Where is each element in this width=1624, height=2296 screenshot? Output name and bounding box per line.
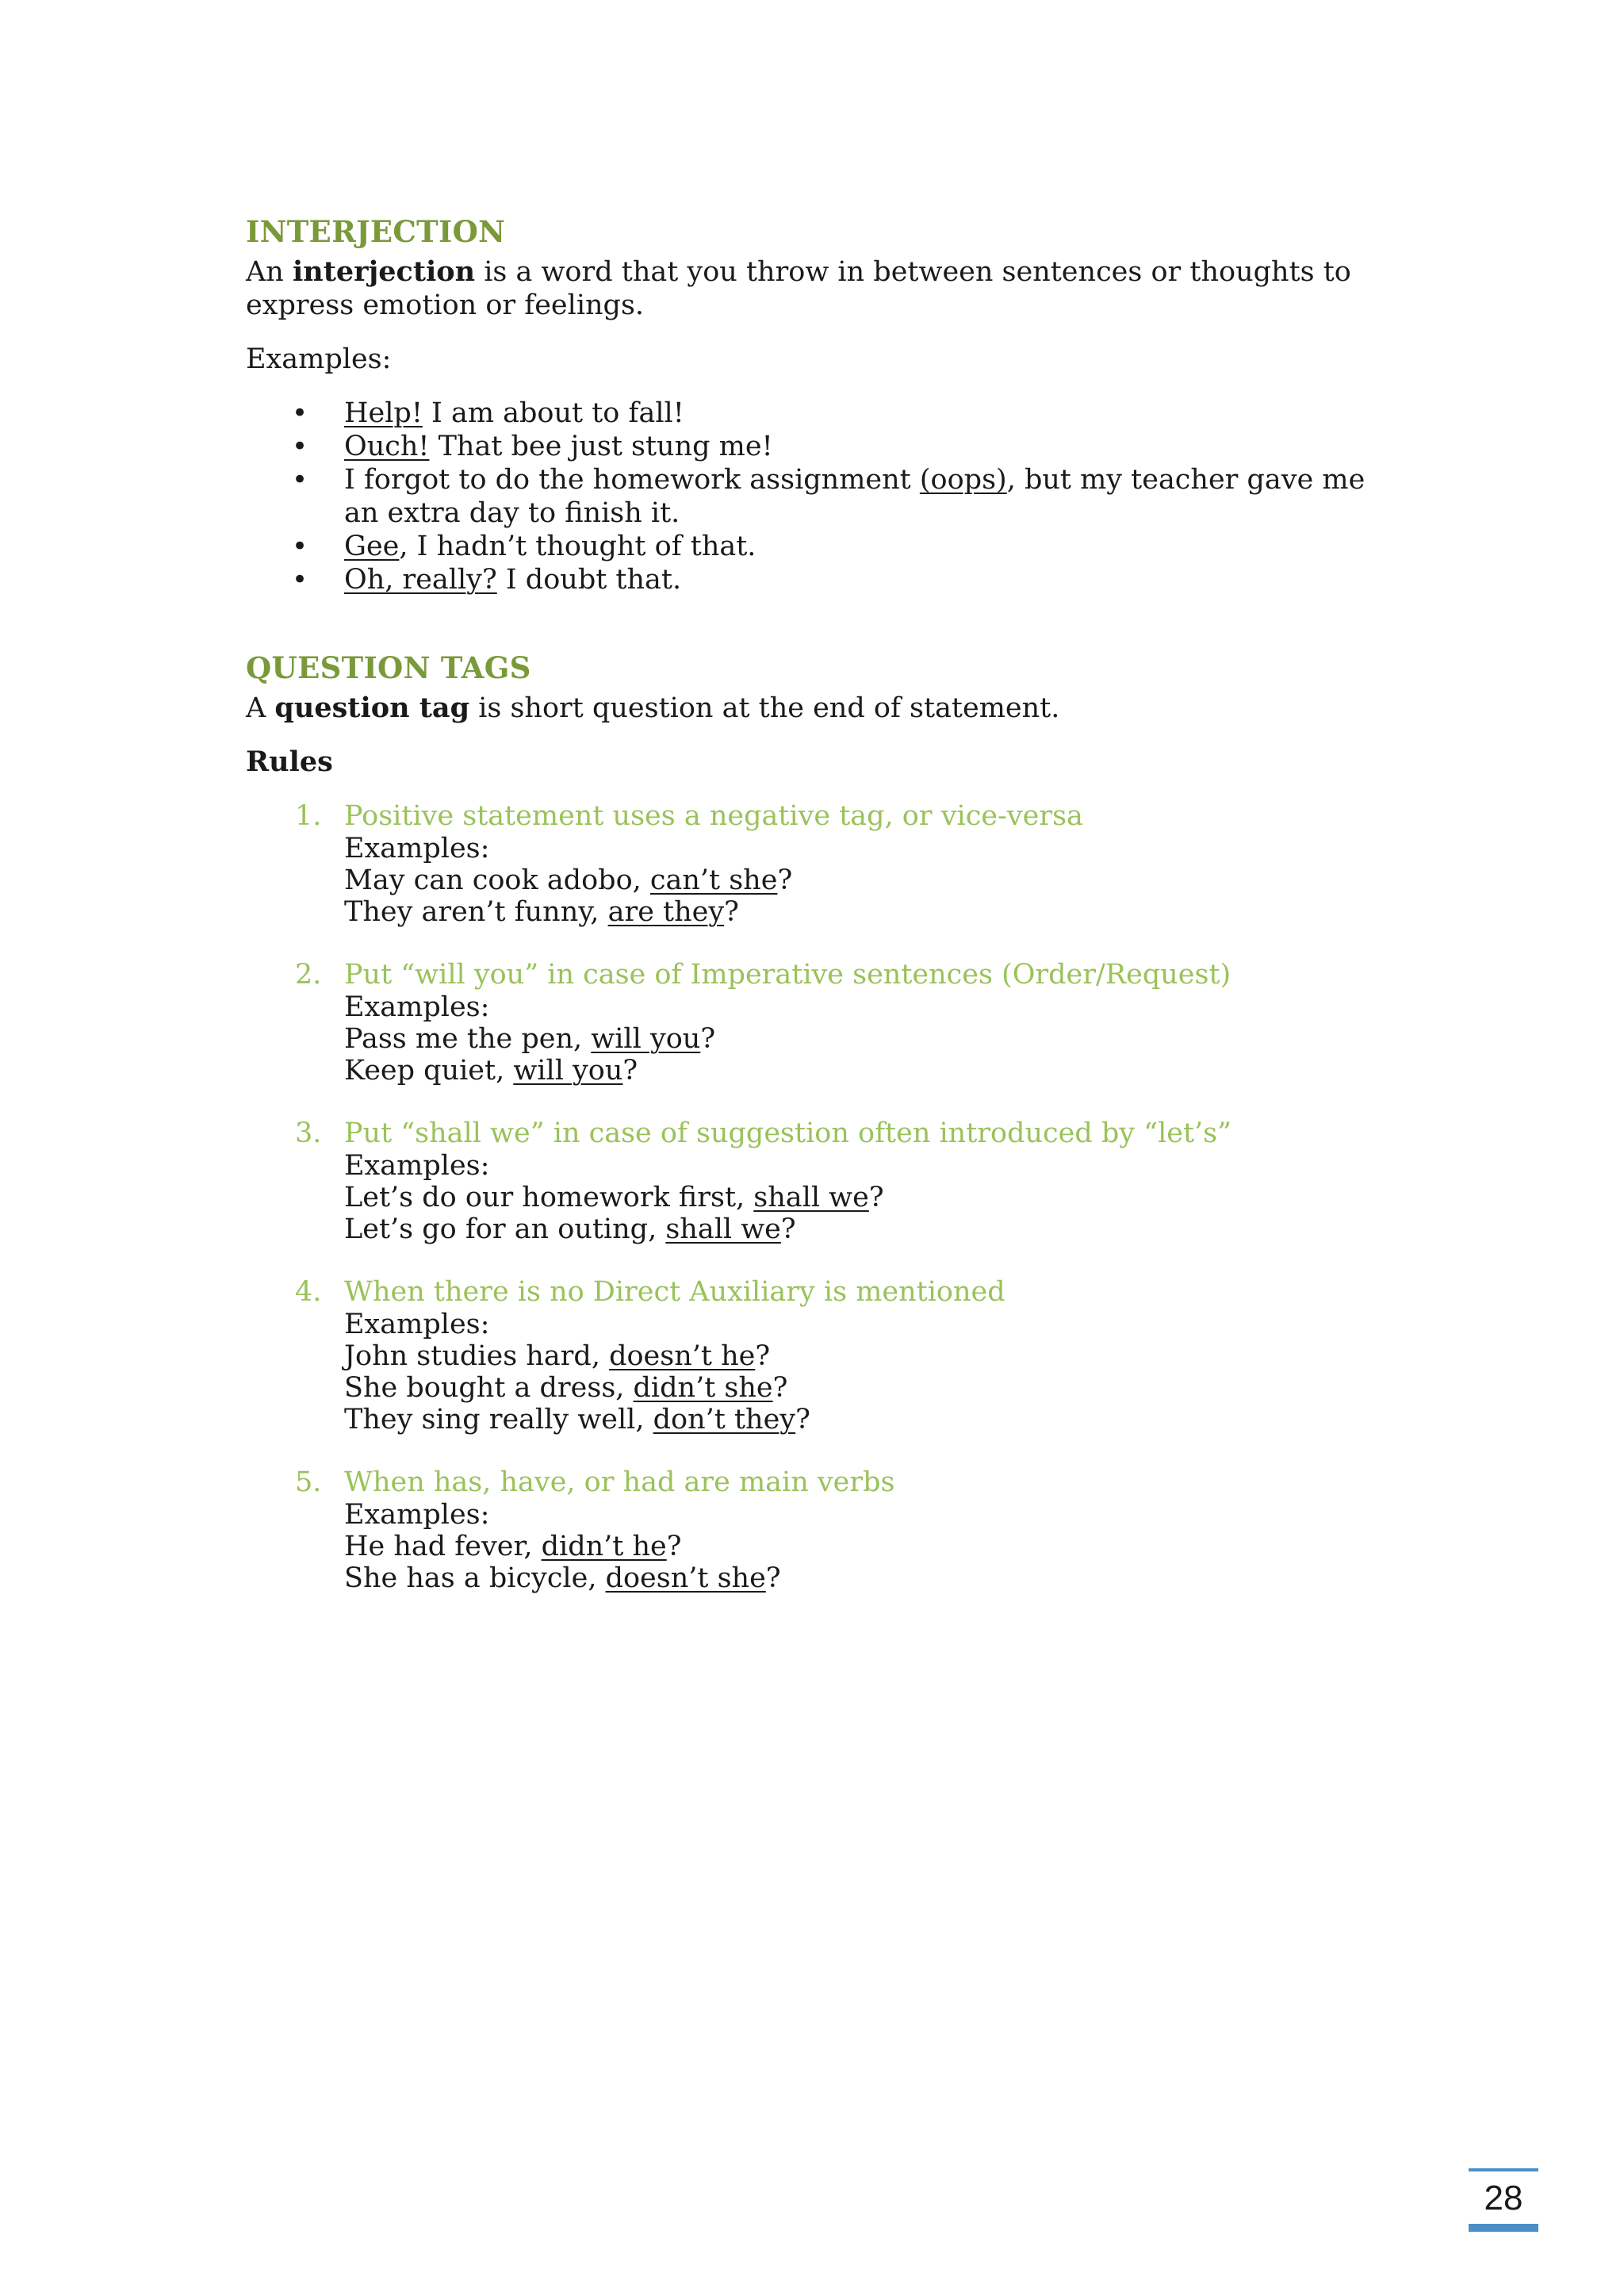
- rule-examples-label: Examples:: [344, 1499, 490, 1531]
- question-tag: don’t they: [653, 1404, 796, 1435]
- rule-number: 4.: [295, 1276, 322, 1308]
- rule-examples-label: Examples:: [344, 1150, 490, 1182]
- underlined-interjection: Ouch!: [344, 431, 430, 462]
- definition-text: is short question at the end of statement.: [469, 692, 1060, 724]
- rule-examples-label: Examples:: [344, 991, 490, 1023]
- page-number: 28: [1484, 2179, 1523, 2217]
- sentence-text: They aren’t funny,: [344, 896, 608, 928]
- example-sentence: [344, 1372, 1388, 1404]
- rule-title: Put “shall we” in case of suggestion often introduced by “let’s”: [344, 1117, 1232, 1149]
- sentence-text: May can cook adobo,: [344, 864, 650, 896]
- example-sentence: [344, 1340, 1388, 1372]
- example-text: , I hadn’t thought of that.: [399, 531, 756, 562]
- sentence-text: John studies hard,: [344, 1340, 610, 1372]
- example-sentence: [344, 1182, 1388, 1213]
- section-spacer: [246, 596, 1388, 644]
- rule-title: Positive statement uses a negative tag, or vice-versa: [344, 800, 1083, 832]
- sentence-text: Pass me the pen,: [344, 1023, 592, 1055]
- sentence-punctuation: ?: [772, 1372, 788, 1404]
- question-tag: doesn’t he: [609, 1340, 756, 1372]
- interjection-examples-list: [246, 397, 1388, 596]
- sentence-text: Let’s do our homework first,: [344, 1182, 754, 1213]
- question-tag: shall we: [753, 1182, 869, 1213]
- list-item: [246, 430, 1388, 463]
- list-item: [246, 463, 1388, 530]
- example-sentence: [344, 896, 1388, 928]
- list-item: [246, 397, 1388, 430]
- sentence-punctuation: ?: [755, 1340, 771, 1372]
- sentence-text: Keep quiet,: [344, 1055, 514, 1087]
- example-sentence: [344, 1562, 1388, 1594]
- rule-item: [246, 799, 1388, 928]
- example-sentence: [344, 1213, 1388, 1245]
- rule-number: 3.: [295, 1117, 322, 1149]
- definition-text: An: [246, 256, 293, 288]
- rule-number: 5.: [295, 1466, 322, 1498]
- question-tag: are they: [607, 896, 725, 928]
- example-text: That bee just stung me!: [429, 431, 773, 462]
- rules-label: Rules: [246, 746, 333, 778]
- definition-term: interjection: [292, 255, 476, 288]
- rule-examples-label: Examples:: [344, 1309, 490, 1340]
- rule-number: 2.: [295, 959, 322, 991]
- list-item: [246, 563, 1388, 596]
- question-tag: can’t she: [649, 864, 778, 896]
- rule-item: [246, 958, 1388, 1087]
- definition-text: is a word that you throw in between sentences or thoughts to express emotion or feelings.: [246, 256, 1351, 321]
- example-sentence: [344, 864, 1388, 896]
- sentence-punctuation: ?: [795, 1404, 810, 1435]
- sentence-text: She has a bicycle,: [344, 1562, 606, 1594]
- sentence-punctuation: ?: [777, 864, 793, 896]
- sentence-punctuation: ?: [622, 1055, 638, 1087]
- sentence-text: Let’s go for an outing,: [344, 1213, 666, 1245]
- example-text: I am about to fall!: [422, 397, 684, 429]
- question-tag: didn’t he: [541, 1531, 667, 1562]
- rule-title: Put “will you” in case of Imperative sentences (Order/Request): [344, 959, 1231, 991]
- rule-title: When there is no Direct Auxiliary is mentioned: [344, 1276, 1005, 1308]
- underlined-interjection: Oh, really?: [344, 564, 497, 596]
- example-text: , but my teacher gave me an extra day to finish it.: [344, 464, 1365, 529]
- question-tag: will you: [591, 1023, 701, 1055]
- rule-number: 1.: [295, 800, 322, 832]
- rule-item: [246, 1117, 1388, 1245]
- question-tag: will you: [513, 1055, 623, 1087]
- interjection-section: [246, 208, 1388, 596]
- example-sentence: [344, 1531, 1388, 1562]
- rule-title: When has, have, or had are main verbs: [344, 1466, 895, 1498]
- question-tag: shall we: [665, 1213, 781, 1245]
- sentence-punctuation: ?: [724, 896, 739, 928]
- question-tag: didn’t she: [633, 1372, 773, 1404]
- question-tag-definition: [246, 692, 1388, 725]
- sentence-text: She bought a dress,: [344, 1372, 634, 1404]
- examples-label: Examples:: [246, 343, 392, 375]
- definition-text: A: [246, 692, 275, 724]
- underlined-interjection: (oops): [919, 464, 1007, 496]
- page-number-bottom-bar: [1469, 2224, 1538, 2232]
- interjection-heading: INTERJECTION: [246, 214, 506, 249]
- rule-examples-label: Examples:: [344, 833, 490, 864]
- rules-list: [246, 799, 1388, 1594]
- sentence-text: They sing really well,: [344, 1404, 653, 1435]
- example-sentence: [344, 1404, 1388, 1435]
- page-number-top-rule: [1469, 2168, 1538, 2171]
- sentence-text: He had fever,: [344, 1531, 542, 1562]
- question-tags-heading: QUESTION TAGS: [246, 650, 531, 685]
- list-item: [246, 530, 1388, 563]
- question-tags-section: [246, 644, 1388, 1594]
- sentence-punctuation: ?: [765, 1562, 781, 1594]
- question-tag: doesn’t she: [605, 1562, 766, 1594]
- page-content: [246, 208, 1388, 1624]
- interjection-definition: [246, 255, 1388, 322]
- sentence-punctuation: ?: [868, 1182, 884, 1213]
- underlined-interjection: Help!: [344, 397, 423, 429]
- sentence-punctuation: ?: [700, 1023, 716, 1055]
- example-sentence: [344, 1023, 1388, 1055]
- example-sentence: [344, 1055, 1388, 1087]
- sentence-punctuation: ?: [780, 1213, 796, 1245]
- sentence-punctuation: ?: [666, 1531, 682, 1562]
- definition-term: question tag: [274, 692, 470, 724]
- rule-item: [246, 1466, 1388, 1594]
- example-text: I doubt that.: [496, 564, 682, 596]
- example-text: I forgot to do the homework assignment: [344, 464, 920, 496]
- underlined-interjection: Gee: [344, 531, 400, 562]
- rule-item: [246, 1275, 1388, 1435]
- page-number-box: [1469, 2168, 1538, 2232]
